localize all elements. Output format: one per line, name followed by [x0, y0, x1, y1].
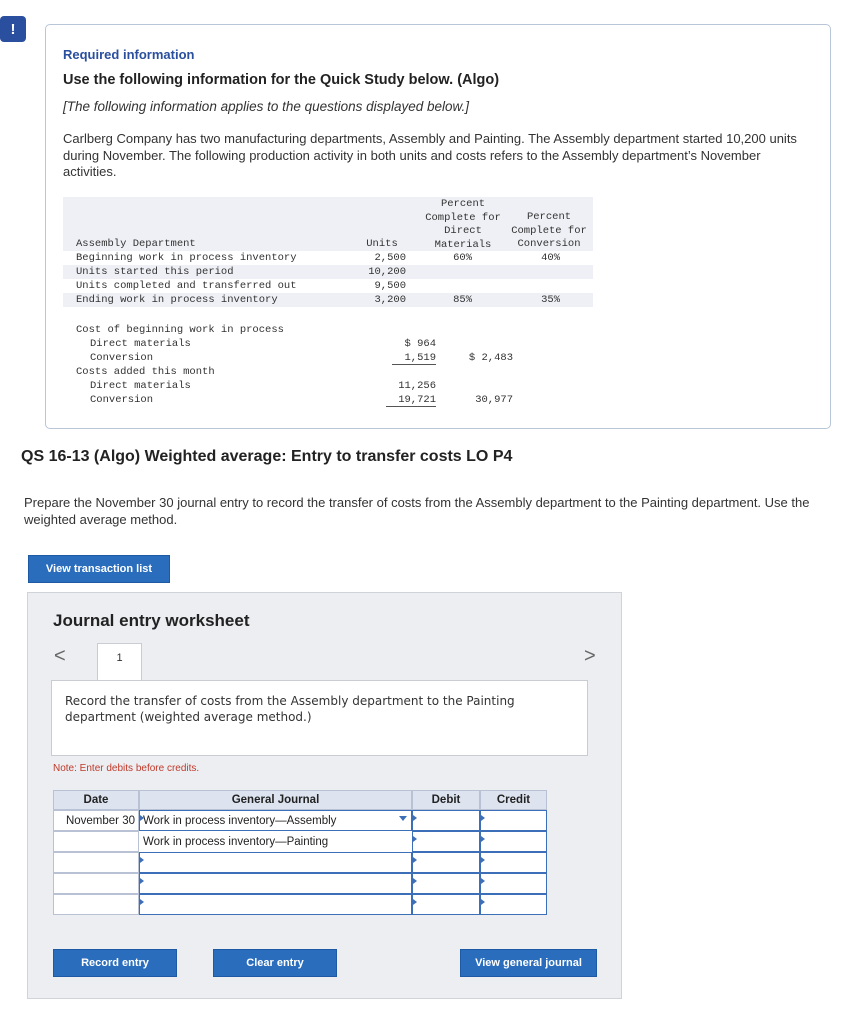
cost-added-conv-label: Conversion [90, 394, 154, 406]
journal-entry-worksheet [27, 592, 622, 999]
journal-credit[interactable] [480, 810, 547, 831]
journal-date[interactable] [53, 852, 139, 873]
journal-date[interactable] [53, 894, 139, 915]
cell-marker-icon [140, 878, 144, 884]
dropdown-arrow-icon[interactable] [399, 816, 407, 821]
row-dm-pct: 60% [453, 252, 472, 264]
view-transaction-list-button[interactable]: View transaction list [28, 555, 170, 583]
journal-date[interactable] [53, 831, 139, 852]
worksheet-title: Journal entry worksheet [53, 611, 250, 630]
cell-marker-icon [140, 815, 144, 821]
header-debit: Debit [412, 790, 480, 810]
cost-added-label: Costs added this month [76, 366, 215, 378]
row-units: 2,500 [374, 252, 406, 264]
journal-credit[interactable] [480, 852, 547, 873]
cost-begin-label: Cost of beginning work in process [76, 324, 284, 336]
cost-added-conv: 19,721 [386, 394, 436, 407]
row-conv-pct: 35% [541, 294, 560, 306]
worksheet-instruction: Record the transfer of costs from the Assembly department to the Painting department (weighted average method.) [65, 694, 515, 724]
cell-marker-icon [413, 857, 417, 863]
row-label: Ending work in process inventory [76, 294, 278, 306]
journal-date[interactable] [53, 873, 139, 894]
header-credit: Credit [480, 790, 547, 810]
cell-marker-icon [413, 878, 417, 884]
required-info-subtitle: Use the following information for the Quick Study below. (Algo) [63, 72, 500, 88]
journal-account[interactable] [139, 852, 412, 873]
question-title: QS 16-13 (Algo) Weighted average: Entry to transfer costs LO P4 [21, 448, 513, 465]
journal-credit[interactable] [480, 831, 547, 852]
journal-date[interactable]: November 30 [53, 810, 139, 831]
journal-debit[interactable] [412, 810, 480, 831]
chevron-left-icon[interactable]: < [54, 645, 66, 667]
worksheet-tab-1[interactable]: 1 [97, 643, 142, 681]
clear-entry-button[interactable]: Clear entry [213, 949, 337, 977]
required-info-note: [The following information applies to the questions displayed below.] [63, 99, 469, 114]
required-info-title: Required information [63, 47, 195, 62]
cost-added-dm: 11,256 [398, 380, 436, 392]
cost-begin-conv: 1,519 [392, 352, 436, 365]
journal-debit[interactable] [412, 831, 480, 852]
cell-marker-icon [413, 815, 417, 821]
cell-marker-icon [481, 815, 485, 821]
required-info-paragraph: Carlberg Company has two manufacturing departments, Assembly and Painting. The Assembly department started 10,200 units during November. The following production activity in both units and costs refers to the Assembly department’s November activities. [63, 131, 797, 179]
row-label: Beginning work in process inventory [76, 252, 297, 264]
cell-marker-icon [140, 899, 144, 905]
row-label: Units completed and transferred out [76, 280, 297, 292]
cost-begin-conv-label: Conversion [90, 352, 154, 364]
journal-debit[interactable] [412, 873, 480, 894]
journal-account-select[interactable] [139, 810, 412, 831]
alert-icon: ! [0, 16, 26, 42]
cell-marker-icon [481, 899, 485, 905]
header-units: Units [366, 238, 398, 250]
row-dm-pct: 85% [453, 294, 472, 306]
header-department: Assembly Department [76, 238, 196, 250]
journal-credit[interactable] [480, 873, 547, 894]
row-units: 10,200 [368, 266, 406, 278]
cost-begin-dm: $ 964 [404, 338, 436, 350]
worksheet-instruction-box [51, 680, 588, 756]
row-units: 3,200 [374, 294, 406, 306]
cost-begin-dm-label: Direct materials [90, 338, 191, 350]
header-date: Date [53, 790, 139, 810]
cost-added-dm-label: Direct materials [90, 380, 191, 392]
cell-marker-icon [413, 836, 417, 842]
row-conv-pct: 40% [541, 252, 560, 264]
cell-marker-icon [413, 899, 417, 905]
cell-marker-icon [481, 857, 485, 863]
view-general-journal-button[interactable]: View general journal [460, 949, 597, 977]
question-instructions: Prepare the November 30 journal entry to record the transfer of costs from the Assembly department to the Painting department. Use the weighted average method. [24, 495, 810, 527]
journal-debit[interactable] [412, 894, 480, 915]
row-label: Units started this period [76, 266, 234, 278]
row-units: 9,500 [374, 280, 406, 292]
record-entry-button[interactable]: Record entry [53, 949, 177, 977]
journal-account: Work in process inventory—Assembly [143, 814, 337, 827]
header-general-journal: General Journal [139, 790, 412, 810]
header-pct-materials: Percent Complete for Direct Materials [425, 198, 501, 251]
cell-marker-icon [481, 878, 485, 884]
journal-account[interactable]: Work in process inventory—Painting [139, 831, 412, 852]
required-info-panel [45, 24, 831, 429]
journal-credit[interactable] [480, 894, 547, 915]
cost-begin-total: $ 2,483 [468, 352, 513, 364]
journal-debit[interactable] [412, 852, 480, 873]
cell-marker-icon [481, 836, 485, 842]
header-pct-conversion: Percent Complete for Conversion [511, 211, 587, 250]
cost-added-total: 30,977 [475, 394, 513, 406]
cell-marker-icon [140, 857, 144, 863]
worksheet-note: Note: Enter debits before credits. [53, 763, 200, 774]
journal-account[interactable] [139, 873, 412, 894]
chevron-right-icon[interactable]: > [584, 645, 596, 667]
journal-account[interactable] [139, 894, 412, 915]
